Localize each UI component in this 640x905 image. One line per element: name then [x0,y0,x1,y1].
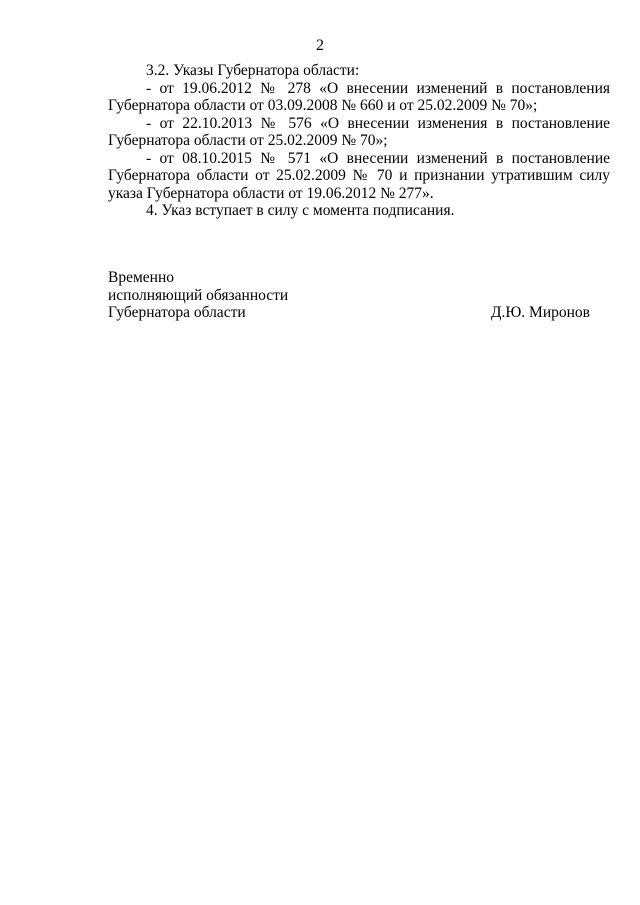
paragraph-effective-date: 4. Указ вступает в силу с момента подписания. [146,202,455,219]
paragraph-section-3-2-heading: 3.2. Указы Губернатора области: [146,62,360,79]
signatory-row [108,304,590,322]
signatory-title-line2: исполняющий обязанности [108,286,289,304]
paragraph-decree-571: - от 08.10.2015 № 571 «О внесении изменений в постановление Губернатора области от 25.02.2009 № 70 и признании утратившим силу указа Губернатора области от 19.06.2012 № 277». [108,149,610,202]
signatory-title-line3: Губернатора области [108,304,246,321]
document-body [108,62,610,220]
paragraph-decree-576: - от 22.10.2013 № 576 «О внесении изменения в постановление Губернатора области от 25.02.2009 № 70»; [108,114,610,149]
signatory-name: Д.Ю. Миронов [490,304,590,321]
signatory-title-line1: Временно [108,269,174,286]
page-number: 2 [316,37,324,54]
paragraph-decree-278: - от 19.06.2012 № 278 «О внесении изменений в постановления Губернатора области от 03.09.2008 № 660 и от 25.02.2009 № 70»; [108,79,610,114]
signature-block [108,269,590,322]
